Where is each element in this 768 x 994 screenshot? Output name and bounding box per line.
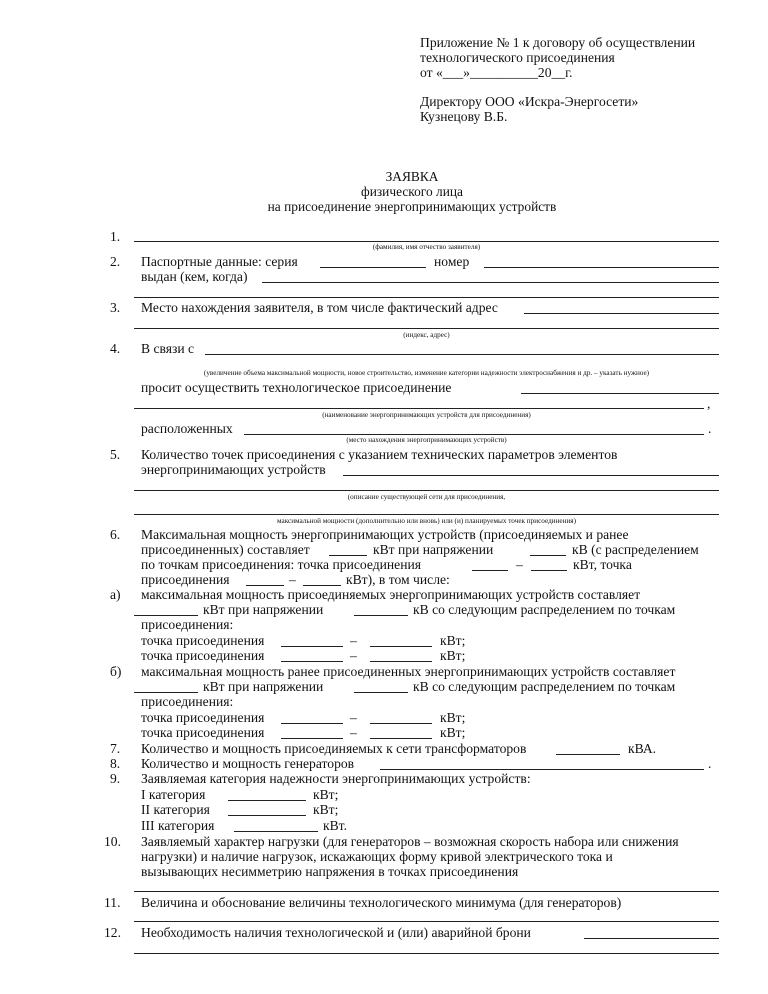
item-number: 9. — [110, 771, 121, 786]
appendix-line-2: технологического присоединения — [420, 50, 615, 65]
generators-label: Количество и мощность генераторов — [141, 756, 355, 771]
item-letter: б) — [110, 664, 122, 679]
item-number: 7. — [110, 741, 121, 756]
load-line-1: Заявляемый характер нагрузки (для генераторов – возможная скорость набора или снижения — [141, 834, 679, 849]
doc-subtitle-1: физического лица — [361, 184, 463, 199]
minimum-label: Величина и обоснование величины технологического минимума (для генераторов) — [141, 895, 622, 910]
kw-unit: кВт; — [440, 710, 466, 725]
hint-reason: (увеличение объема максимальной мощности, новое строительство, изменение категории надежности электроснабжения и др. – указать нужное) — [203, 369, 650, 377]
item-number: 1. — [110, 229, 121, 244]
b-point1-field[interactable] — [281, 723, 343, 724]
points-line-2: энергопринимающих устройств — [141, 462, 326, 477]
item-letter: а) — [110, 587, 121, 602]
item-number: 2. — [110, 254, 121, 269]
item-number: 4. — [110, 341, 121, 356]
kv-distribution: кВ со следующим распределением по точкам — [413, 679, 676, 694]
existing-voltage-field[interactable] — [354, 692, 408, 693]
passport-series-label: Паспортные данные: серия — [141, 254, 298, 269]
category-2-field[interactable] — [228, 815, 306, 816]
item-number: 11. — [104, 895, 121, 910]
passport-issued-field[interactable] — [262, 282, 719, 283]
dash: – — [350, 648, 357, 663]
max-power-line-2b: кВт при напряжении — [373, 542, 494, 557]
kw-unit: кВт; — [440, 633, 466, 648]
reason-field[interactable] — [205, 354, 719, 355]
passport-extra-field[interactable] — [134, 297, 719, 298]
request-field[interactable] — [521, 393, 719, 394]
points-field[interactable] — [343, 475, 719, 476]
kw-unit: кВт; — [440, 648, 466, 663]
existing-power-line: максимальная мощность ранее присоединенных энергопринимающих устройств составляет — [141, 664, 676, 679]
passport-number-field[interactable] — [484, 267, 719, 268]
network-field[interactable] — [134, 490, 719, 491]
a-point2-power-field[interactable] — [370, 661, 432, 662]
new-voltage-field[interactable] — [354, 615, 408, 616]
item-number: 5. — [110, 447, 121, 462]
conn-point-label: точка присоединения — [141, 648, 265, 663]
existing-power-field[interactable] — [134, 692, 198, 693]
located-field[interactable] — [244, 434, 704, 435]
devices-field[interactable] — [134, 408, 704, 409]
point2-power-field[interactable] — [303, 585, 341, 586]
item-number: 6. — [110, 527, 121, 542]
new-power-field[interactable] — [134, 615, 198, 616]
comma: , — [707, 396, 711, 411]
hint-power: максимальной мощности (дополнительно или вновь) или (и) планируемых точек присоединения) — [277, 517, 576, 525]
total-voltage-field[interactable] — [530, 555, 566, 556]
connections-label: присоединения: — [141, 694, 234, 709]
kva-unit: кВА. — [628, 741, 657, 756]
fio-field[interactable] — [134, 241, 719, 242]
item-number: 8. — [110, 756, 121, 771]
item-number: 3. — [110, 300, 121, 315]
points-line-1: Количество точек присоединения с указанием технических параметров элементов — [141, 447, 618, 462]
addressee-line-2: Кузнецову В.Б. — [420, 109, 508, 124]
transformers-field[interactable] — [556, 754, 620, 755]
max-power-line-2a: присоединенных) составляет — [141, 542, 310, 557]
kv-distribution: кВ со следующим распределением по точкам — [413, 602, 676, 617]
doc-title: ЗАЯВКА — [385, 169, 439, 184]
max-power-line-4b: кВт), в том числе: — [346, 572, 450, 587]
b-point2-power-field[interactable] — [370, 738, 432, 739]
a-point1-power-field[interactable] — [370, 646, 432, 647]
transformers-label: Количество и мощность присоединяемых к сети трансформаторов — [141, 741, 527, 756]
appendix-line-1: Приложение № 1 к договору об осуществлении — [420, 35, 696, 50]
b-point2-field[interactable] — [281, 738, 343, 739]
reserve-label: Необходимость наличия технологической и (или) аварийной брони — [141, 925, 531, 940]
category-title: Заявляемая категория надежности энергопринимающих устройств: — [141, 771, 531, 786]
b-point1-power-field[interactable] — [370, 723, 432, 724]
location-field[interactable] — [524, 313, 719, 314]
minimum-field[interactable] — [134, 921, 719, 922]
point1-field[interactable] — [472, 570, 508, 571]
appendix-line-3: от «___»__________20__г. — [420, 65, 573, 80]
conn-point-label: точка присоединения — [141, 710, 265, 725]
kw-unit: кВт; — [313, 787, 339, 802]
request-label: просит осуществить технологическое присоединение — [141, 380, 452, 395]
located-label: расположенных — [141, 421, 233, 436]
load-line-3: вызывающих несимметрию напряжения в точках присоединения — [141, 864, 519, 879]
max-power-line-4a: присоединения — [141, 572, 230, 587]
category-3-label: III категория — [141, 818, 215, 833]
new-power-line: максимальная мощность присоединяемых энергопринимающих устройств составляет — [141, 587, 641, 602]
item-number: 12. — [104, 925, 121, 940]
period: . — [708, 756, 712, 771]
kw-unit: кВт. — [323, 818, 347, 833]
a-point1-field[interactable] — [281, 646, 343, 647]
max-power-line-3b: кВт, точка — [573, 557, 632, 572]
a-point2-field[interactable] — [281, 661, 343, 662]
kw-unit: кВт; — [440, 725, 466, 740]
category-3-field[interactable] — [234, 831, 318, 832]
category-1-label: I категория — [141, 787, 206, 802]
reason-label: В связи с — [141, 341, 195, 356]
item-number: 10. — [104, 834, 121, 849]
passport-number-label: номер — [434, 254, 470, 269]
total-power-field[interactable] — [329, 555, 367, 556]
max-power-line-3a: по точкам присоединения: точка присоединения — [141, 557, 421, 572]
hint-fio: (фамилия, имя отчество заявителя) — [372, 243, 481, 251]
category-2-label: II категория — [141, 802, 210, 817]
category-1-field[interactable] — [228, 800, 306, 801]
passport-issued-label: выдан (кем, когда) — [141, 269, 248, 284]
doc-subtitle-2: на присоединение энергопринимающих устройств — [267, 199, 557, 214]
period: . — [708, 421, 712, 436]
max-power-line-2c: кВ (с распределением — [572, 542, 699, 557]
hint-network: (описание существующей сети для присоединения, — [347, 493, 506, 501]
hint-devices: (наименование энергопринимающих устройств для присоединения) — [322, 411, 531, 419]
addressee-line-1: Директору ООО «Искра-Энергосети» — [420, 94, 639, 109]
conn-point-label: точка присоединения — [141, 725, 265, 740]
max-power-line-1: Максимальная мощность энергопринимающих устройств (присоединяемых и ранее — [141, 527, 629, 542]
conn-point-label: точка присоединения — [141, 633, 265, 648]
hint-location: (место нахождения энергопринимающих устройств) — [346, 436, 507, 444]
kw-at-voltage: кВт при напряжении — [203, 679, 324, 694]
dash: – — [516, 557, 523, 572]
dash: – — [350, 725, 357, 740]
kw-at-voltage: кВт при напряжении — [203, 602, 324, 617]
dash: – — [289, 572, 296, 587]
point2-field[interactable] — [246, 585, 284, 586]
hint-address: (индекс, адрес) — [403, 331, 450, 339]
dash: – — [350, 633, 357, 648]
load-line-2: нагрузки) и наличие нагрузок, искажающих форму кривой электрического тока и — [141, 849, 613, 864]
reserve-field[interactable] — [584, 938, 719, 939]
connections-label: присоединения: — [141, 617, 234, 632]
passport-series-field[interactable] — [320, 267, 426, 268]
address-field[interactable] — [134, 328, 719, 329]
location-label: Место нахождения заявителя, в том числе фактический адрес — [141, 300, 498, 315]
point1-power-field[interactable] — [531, 570, 567, 571]
dash: – — [350, 710, 357, 725]
reserve-extra-field[interactable] — [134, 953, 719, 954]
load-field[interactable] — [134, 891, 719, 892]
generators-field[interactable] — [380, 769, 704, 770]
kw-unit: кВт; — [313, 802, 339, 817]
power-field[interactable] — [134, 514, 719, 515]
